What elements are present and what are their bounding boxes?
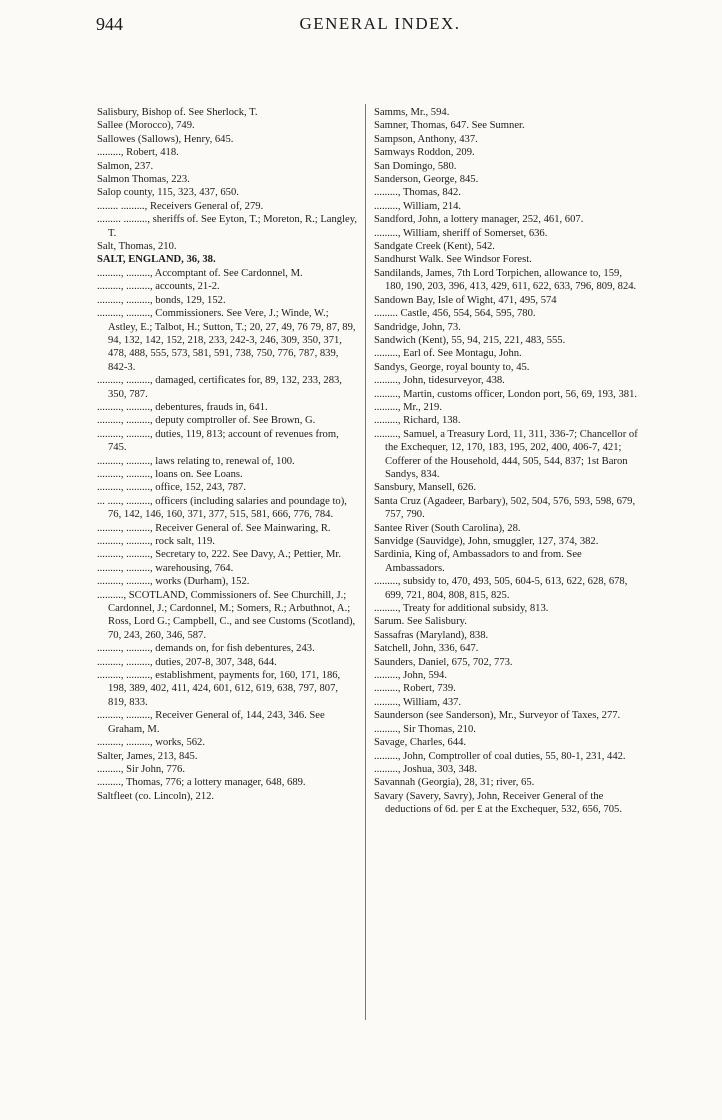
index-entry: ........., ........., warehousing, 764.: [97, 562, 234, 574]
index-entry: ........., ........., laws relating to, renewal of, 100.: [97, 455, 295, 467]
index-entry: ........., ........., demands on, for fish debentures, 243.: [97, 643, 315, 655]
index-entry: ........., ........., duties, 207-8, 307, 348, 644.: [97, 656, 277, 668]
index-entry: ........., subsidy to, 470, 493, 505, 604-5, 613, 622, 628, 678, 699, 721, 804, 808, 815, 825.: [374, 576, 628, 601]
index-entry: ......... Castle, 456, 554, 564, 595, 780.: [374, 308, 536, 320]
index-entry: Sansbury, Mansell, 626.: [374, 482, 477, 494]
index-entry: ........., ........., accounts, 21-2.: [97, 281, 220, 293]
index-entry: ........., ........., bonds, 129, 152.: [97, 294, 226, 306]
index-entry: Savary (Savery, Savry), John, Receiver General of the deductions of 6d. per £ at the Exchequer, 532, 656, 705.: [374, 790, 622, 816]
index-entry: Saunderson (see Sanderson), Mr., Surveyor of Taxes, 277.: [374, 710, 621, 722]
index-entry: ........., Treaty for additional subsidy, 813.: [374, 603, 549, 615]
index-entry: Sarum. See Salisbury.: [374, 616, 467, 628]
index-entry: ........., ........., damaged, certificates for, 89, 132, 233, 283, 350, 787.: [97, 375, 342, 400]
index-entry: ........., Samuel, a Treasury Lord, 11, 311, 336-7; Chancellor of the Exchequer, 12, 170, 183, 195, 202, 400, 406-7, 421; Cofferer of the Household, 444, 505, 544, 837; 1st Baron Sandys, 834.: [374, 428, 638, 480]
index-entry: Saunders, Daniel, 675, 702, 773.: [374, 656, 513, 668]
index-entry: ........., ........., Receiver General of, 144, 243, 346. See Graham, M.: [97, 710, 325, 735]
index-entry: Sassafras (Maryland), 838.: [374, 629, 489, 641]
index-entry: Salter, James, 213, 845.: [97, 750, 198, 762]
index-entry: ... ....., ........., officers (including salaries and poundage to), 76, 142, 146, 160, 371, 377, 515, 581, 666, 776, 784.: [97, 495, 347, 521]
index-entry: Sampson, Anthony, 437.: [374, 133, 478, 145]
index-entry: ........., ........., rock salt, 119.: [97, 536, 215, 547]
index-entry: ........., John, Comptroller of coal duties, 55, 80-1, 231, 442.: [374, 750, 626, 762]
index-entry: ........., Mr., 219.: [374, 401, 442, 413]
index-entry: ........., William, 437.: [374, 696, 462, 708]
index-entry: ........., ........., deputy comptroller of. See Brown, G.: [97, 415, 316, 427]
index-entry: Sallowes (Sallows), Henry, 645.: [97, 133, 234, 145]
index-entry: Sallee (Morocco), 749.: [97, 120, 195, 132]
index-entry: Sardinia, King of, Ambassadors to and from. See Ambassadors.: [374, 549, 582, 574]
index-entry: Salisbury, Bishop of. See Sherlock, T.: [97, 107, 258, 118]
index-entry: ........., ........., Receiver General of. See Mainwaring, R.: [97, 522, 331, 534]
index-entry: ........., John, 594.: [374, 670, 447, 682]
index-entry: ........., Robert, 739.: [374, 683, 456, 695]
index-entry: Sandys, George, royal bounty to, 45.: [374, 361, 530, 373]
index-entry: ........ ........., Receivers General of, 279.: [97, 200, 264, 212]
index-entry: .........., SCOTLAND, Commissioners of. See Churchill, J.; Cardonnel, J.; Cardonnel, M.; Somers, R.; Arbuthnot, A.; Ross, Lord G.; Campbell, C., and see Customs (Scotland), 70, 243, 260, 346, 587.: [97, 589, 356, 641]
index-entry: Salmon Thomas, 223.: [97, 174, 190, 186]
index-entry: ........., Sir John, 776.: [97, 763, 185, 775]
index-entry: ......... ........., sheriffs of. See Eyton, T.; Moreton, R.; Langley, T.: [97, 214, 358, 239]
index-entry: Salmon, 237.: [97, 160, 154, 172]
index-entry: ........., Thomas, 776; a lottery manager, 648, 689.: [97, 777, 306, 789]
index-entry: ........., ........., works, 562.: [97, 737, 205, 749]
index-entry: ........., William, sheriff of Somerset, 636.: [374, 227, 548, 239]
index-entry: Salt, Thomas, 210.: [97, 241, 177, 253]
index-entry: ........., ........., Secretary to, 222. See Davy, A.; Pettier, Mr.: [97, 549, 341, 561]
index-entry: San Domingo, 580.: [374, 160, 457, 172]
left-column: [97, 106, 359, 803]
index-entry: Salop county, 115, 323, 437, 650.: [97, 187, 239, 199]
index-entry: ........., Richard, 138.: [374, 415, 461, 427]
index-entry: Sanderson, George, 845.: [374, 174, 479, 186]
page-number: 944: [96, 14, 123, 34]
index-entry: Sandridge, John, 73.: [374, 321, 461, 333]
index-entry-heading: SALT, ENGLAND, 36, 38.: [97, 254, 216, 266]
index-entry: ........., ........., Commissioners. See Vere, J.; Winde, W.; Astley, E.; Talbot, H.; Sutton, T.; 20, 27, 49, 76 79, 87, 89, 94, 132, 142, 152, 218, 233, 242-3, 246, 309, 350, 371, 478, 488, 555, 573, 581, 591, 738, 750, 776, 787, 839, 842-3.: [97, 308, 356, 373]
index-entry: ........., Joshua, 303, 348.: [374, 763, 477, 775]
index-entry: Samways Roddon, 209.: [374, 147, 475, 159]
index-entry: Sandilands, James, 7th Lord Torpichen, allowance to, 159, 180, 190, 203, 396, 413, 429, 611, 622, 633, 796, 809, 824.: [374, 267, 637, 293]
page-title: GENERAL INDEX.: [299, 14, 461, 33]
index-entry: Santa Cruz (Agadeer, Barbary), 502, 504, 576, 593, 598, 679, 757, 790.: [374, 495, 636, 521]
index-entry: ........., John, tidesurveyor, 438.: [374, 375, 505, 387]
right-column: [374, 106, 640, 817]
index-entry: ........., ........., office, 152, 243, 787.: [97, 482, 246, 494]
index-entry: ........., ........., works (Durham), 152.: [97, 576, 250, 588]
index-entry: Samner, Thomas, 647. See Sumner.: [374, 120, 525, 132]
index-entry: Savannah (Georgia), 28, 31; river, 65.: [374, 777, 535, 789]
index-entry: ........., William, 214.: [374, 200, 462, 212]
index-entry: Sandford, John, a lottery manager, 252, 461, 607.: [374, 214, 584, 226]
index-entry: ........., Martin, customs officer, London port, 56, 69, 193, 381.: [374, 388, 638, 400]
index-entry: ........., Sir Thomas, 210.: [374, 723, 476, 735]
index-entry: Sanvidge (Sauvidge), John, smuggler, 127, 374, 382.: [374, 536, 599, 547]
index-entry: ........., ........., establishment, payments for, 160, 171, 186, 198, 389, 402, 411, 424, 601, 612, 619, 638, 797, 807, 819, 833.: [97, 670, 341, 708]
index-entry: Santee River (South Carolina), 28.: [374, 522, 521, 534]
index-entry: Sandown Bay, Isle of Wight, 471, 495, 574: [374, 294, 557, 306]
index-entry: Sandhurst Walk. See Windsor Forest.: [374, 254, 532, 266]
index-entry: Saltfleet (co. Lincoln), 212.: [97, 790, 215, 802]
index-entry: ........., Thomas, 842.: [374, 187, 461, 199]
index-entry: Sandwich (Kent), 55, 94, 215, 221, 483, 555.: [374, 334, 566, 346]
index-entry: ........., Robert, 418.: [97, 147, 179, 159]
page-header: [96, 8, 664, 40]
index-entry: Sandgate Creek (Kent), 542.: [374, 241, 495, 253]
index-entry: Savage, Charles, 644.: [374, 737, 467, 749]
index-entry: Satchell, John, 336, 647.: [374, 643, 479, 655]
index-entry: ........., Earl of. See Montagu, John.: [374, 348, 522, 360]
index-entry: ........., ........., debentures, frauds in, 641.: [97, 401, 268, 413]
index-entry: ........., ........., loans on. See Loans.: [97, 468, 243, 480]
index-entry: Samms, Mr., 594.: [374, 107, 450, 118]
column-divider: [365, 104, 366, 1020]
index-entry: ........., ........., duties, 119, 813; account of revenues from, 745.: [97, 428, 339, 454]
index-entry: ........., ........., Accomptant of. See Cardonnel, M.: [97, 267, 303, 279]
